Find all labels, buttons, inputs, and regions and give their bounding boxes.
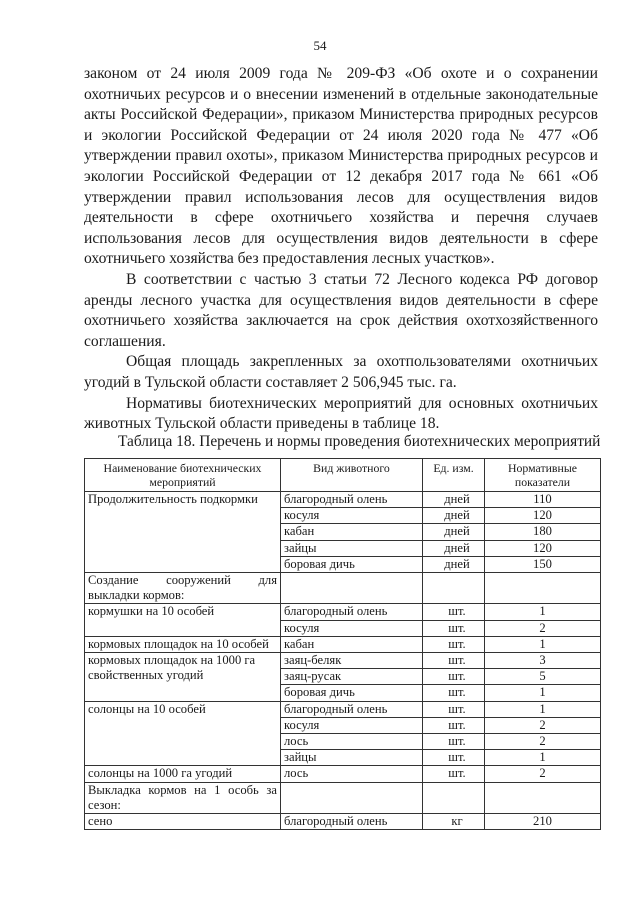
value-cell: 2 <box>485 717 601 733</box>
activity-cell: сено <box>85 814 281 830</box>
value-cell: 150 <box>485 556 601 572</box>
animal-cell: кабан <box>281 524 423 540</box>
paragraph: Общая площадь закрепленных за охотпользователями охотничьих угодий в Тульской области составляет 2 506,945 тыс. га. <box>84 353 598 391</box>
table-row <box>85 492 601 508</box>
activity-cell: солонцы на 1000 га угодий <box>85 766 281 782</box>
animal-cell: лось <box>281 766 423 782</box>
activity-cell: кормовых площадок на 10 особей <box>85 636 281 652</box>
activity-cell: Создание сооружений для выкладки кормов: <box>85 573 281 604</box>
animal-cell: боровая дичь <box>281 685 423 701</box>
animal-cell: благородный олень <box>281 604 423 620</box>
value-cell: 180 <box>485 524 601 540</box>
animal-cell: косуля <box>281 620 423 636</box>
table-body <box>85 492 601 830</box>
value-cell: 5 <box>485 669 601 685</box>
unit-cell: дней <box>423 508 485 524</box>
animal-cell: лось <box>281 734 423 750</box>
table-row <box>85 782 601 813</box>
animal-cell: заяц-русак <box>281 669 423 685</box>
value-cell <box>485 573 601 604</box>
table-row <box>85 604 601 620</box>
value-cell: 1 <box>485 685 601 701</box>
unit-cell: кг <box>423 814 485 830</box>
activity-cell: кормовых площадок на 1000 га свойственных угодий <box>85 653 281 702</box>
value-cell: 1 <box>485 701 601 717</box>
animal-cell: благородный олень <box>281 814 423 830</box>
unit-cell: дней <box>423 540 485 556</box>
unit-cell: шт. <box>423 717 485 733</box>
animal-cell <box>281 782 423 813</box>
unit-cell: шт. <box>423 636 485 652</box>
activity-cell: кормушки на 10 особей <box>85 604 281 636</box>
unit-cell: дней <box>423 556 485 572</box>
unit-cell: шт. <box>423 685 485 701</box>
table-row <box>85 766 601 782</box>
animal-cell: благородный олень <box>281 701 423 717</box>
value-cell: 110 <box>485 492 601 508</box>
table-row <box>85 573 601 604</box>
unit-cell: шт. <box>423 750 485 766</box>
table-row <box>85 701 601 717</box>
header-unit: Ед. изм. <box>423 459 485 492</box>
table-row <box>85 814 601 830</box>
animal-cell: зайцы <box>281 540 423 556</box>
value-cell: 3 <box>485 653 601 669</box>
page-number: 54 <box>313 38 327 53</box>
activity-cell: солонцы на 10 особей <box>85 701 281 766</box>
table-caption: Таблица 18. Перечень и нормы проведения биотехнических мероприятий <box>118 433 601 450</box>
header-activity: Наименование биотехнических мероприятий <box>85 459 281 492</box>
header-norm: Нормативные показатели <box>485 459 601 492</box>
value-cell: 2 <box>485 734 601 750</box>
unit-cell: шт. <box>423 766 485 782</box>
animal-cell: косуля <box>281 508 423 524</box>
animal-cell: заяц-беляк <box>281 653 423 669</box>
unit-cell: шт. <box>423 653 485 669</box>
paragraph: В соответствии с частью 3 статьи 72 Лесного кодекса РФ договор аренды лесного участка для осуществления видов деятельности в сфере охотничьего хозяйства заключается на срок действия охотхозяйственного соглашения. <box>84 270 598 350</box>
unit-cell: шт. <box>423 669 485 685</box>
unit-cell: шт. <box>423 701 485 717</box>
value-cell: 2 <box>485 620 601 636</box>
unit-cell <box>423 782 485 813</box>
activity-cell: Продолжительность подкормки <box>85 492 281 573</box>
table-row <box>85 636 601 652</box>
animal-cell: благородный олень <box>281 492 423 508</box>
body-text <box>84 64 598 435</box>
paragraph: Нормативы биотехнических мероприятий для основных охотничьих животных Тульской области приведены в таблице 18. <box>84 394 598 433</box>
animal-cell: зайцы <box>281 750 423 766</box>
activity-cell: Выкладка кормов на 1 особь за сезон: <box>85 782 281 813</box>
value-cell: 210 <box>485 814 601 830</box>
unit-cell: дней <box>423 524 485 540</box>
biotechnical-measures-table <box>84 458 601 830</box>
unit-cell: шт. <box>423 604 485 620</box>
paragraph: законом от 24 июля 2009 года № 209-ФЗ «Об охоте и о сохранении охотничьих ресурсов и о внесении изменений в отдельные законодательные акты Российской Федерации», приказом Министерства природных ресурсов и экологии Российской Федерации от 24 июля 2020 года № 477 «Об утверждении правил охоты», приказом Министерства природных ресурсов и экологии Российской Федерации от 12 декабря 2017 года № 661 «Об утверждении правил использования лесов для осуществления видов деятельности в сфере охотничьего хозяйства и перечня случаев использования лесов для осуществления видов деятельности в сфере охотничьего хозяйства без предоставления лесных участков». <box>84 65 598 268</box>
value-cell: 1 <box>485 636 601 652</box>
value-cell: 120 <box>485 540 601 556</box>
animal-cell: кабан <box>281 636 423 652</box>
value-cell <box>485 782 601 813</box>
value-cell: 120 <box>485 508 601 524</box>
table-row <box>85 653 601 669</box>
unit-cell <box>423 573 485 604</box>
value-cell: 1 <box>485 604 601 620</box>
value-cell: 2 <box>485 766 601 782</box>
value-cell: 1 <box>485 750 601 766</box>
table-header-row <box>85 459 601 492</box>
unit-cell: шт. <box>423 620 485 636</box>
animal-cell: боровая дичь <box>281 556 423 572</box>
unit-cell: дней <box>423 492 485 508</box>
animal-cell <box>281 573 423 604</box>
unit-cell: шт. <box>423 734 485 750</box>
header-animal: Вид животного <box>281 459 423 492</box>
animal-cell: косуля <box>281 717 423 733</box>
